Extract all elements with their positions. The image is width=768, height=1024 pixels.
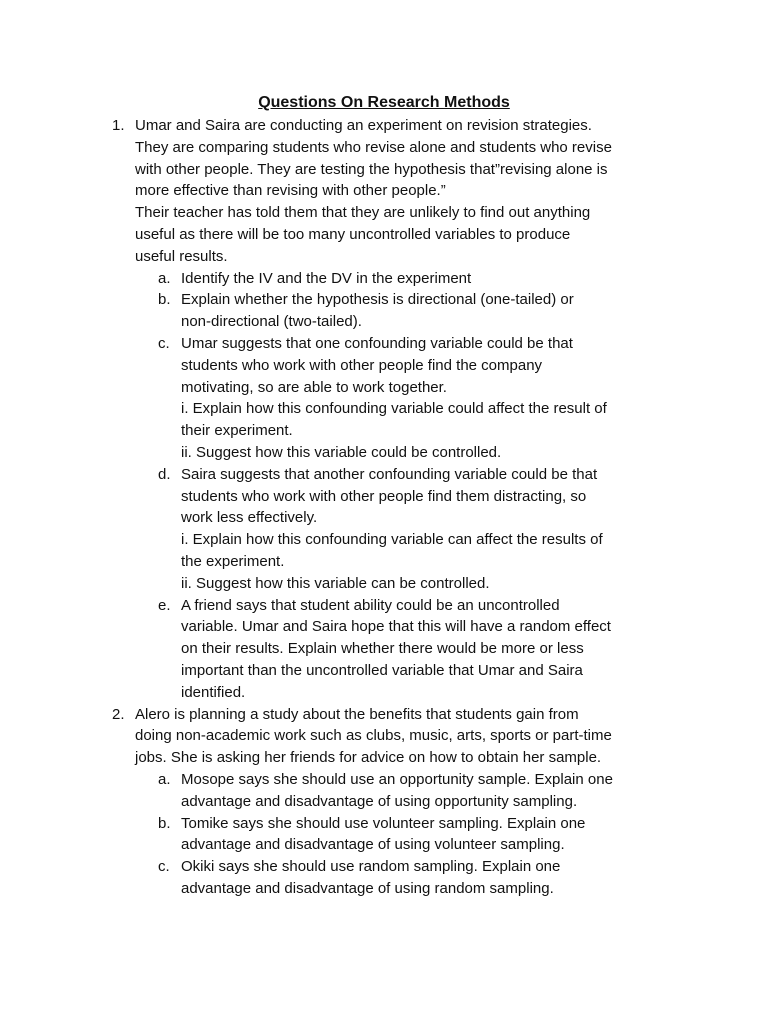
question-number: 2. — [112, 705, 125, 723]
sub-question-text-line: Okiki says she should use random sampling. Explain one — [181, 858, 561, 876]
question-text-line: useful results. — [135, 247, 228, 265]
sub-question-text-line: non-directional (two-tailed). — [181, 313, 362, 331]
sub-question-text-line: advantage and disadvantage of using opportunity sampling. — [181, 792, 578, 810]
sub-question-text-line: Saira suggests that another confounding variable could be that — [181, 465, 598, 483]
sub-question-letter: b. — [158, 814, 171, 832]
sub-question-text-line: Explain whether the hypothesis is directional (one-tailed) or — [181, 291, 574, 309]
question-text-line: Alero is planning a study about the benefits that students gain from — [135, 705, 579, 723]
question-text-line: more effective than revising with other people.” — [135, 182, 446, 200]
sub-question-text-line: variable. Umar and Saira hope that this will have a random effect — [181, 618, 611, 636]
document-title: Questions On Research Methods — [258, 94, 510, 111]
sub-question-text-line: motivating, so are able to work together. — [181, 378, 447, 396]
sub-question-2-a — [0, 769, 681, 813]
sub-question-text-line: i. Explain how this confounding variable could affect the result of — [181, 400, 607, 418]
sub-question-text-line: work less effectively. — [181, 509, 318, 527]
sub-question-1-e — [0, 595, 681, 704]
sub-question-text-line: ii. Suggest how this variable could be controlled. — [181, 443, 502, 461]
sub-question-2-b — [0, 813, 681, 857]
question-2 — [0, 704, 680, 769]
sub-question-letter: c. — [158, 334, 170, 352]
sub-question-text-line: their experiment. — [181, 422, 293, 440]
question-text-line: They are comparing students who revise alone and students who revise — [135, 138, 612, 156]
sub-question-text-line: i. Explain how this confounding variable can affect the results of — [181, 531, 603, 549]
sub-question-1-c — [0, 333, 681, 464]
sub-question-text-line: the experiment. — [181, 552, 285, 570]
question-list — [0, 115, 768, 900]
sub-question-letter: c. — [158, 858, 170, 876]
sub-question-2-c — [0, 856, 681, 900]
sub-question-1-a — [0, 268, 681, 290]
sub-question-text-line: students who work with other people find them distracting, so — [181, 487, 587, 505]
sub-question-text-line: Identify the IV and the DV in the experiment — [181, 269, 472, 287]
sub-question-1-d — [0, 464, 681, 595]
sub-question-text-line: Mosope says she should use an opportunity sample. Explain one — [181, 770, 613, 788]
question-text-line: doing non-academic work such as clubs, music, arts, sports or part-time — [135, 727, 612, 745]
sub-question-text-line: important than the uncontrolled variable that Umar and Saira — [181, 661, 583, 679]
sub-question-text-line: ii. Suggest how this variable can be controlled. — [181, 574, 490, 592]
sub-question-letter: b. — [158, 291, 171, 309]
sub-question-1-b — [0, 289, 681, 333]
question-text-line: with other people. They are testing the hypothesis that”revising alone is — [135, 160, 608, 178]
sub-question-text-line: A friend says that student ability could be an uncontrolled — [181, 596, 560, 614]
question-text-line: Umar and Saira are conducting an experiment on revision strategies. — [135, 117, 592, 134]
sub-question-text-line: advantage and disadvantage of using volunteer sampling. — [181, 836, 565, 854]
question-text-line: Their teacher has told them that they are unlikely to find out anything — [135, 204, 591, 222]
question-text-line: jobs. She is asking her friends for advice on how to obtain her sample. — [135, 749, 602, 767]
sub-question-text-line: identified. — [181, 683, 246, 701]
sub-question-text-line: Umar suggests that one confounding variable could be that — [181, 334, 573, 352]
sub-question-text-line: Tomike says she should use volunteer sampling. Explain one — [181, 814, 586, 832]
question-1 — [0, 115, 680, 268]
sub-question-text-line: on their results. Explain whether there would be more or less — [181, 640, 584, 658]
sub-question-letter: d. — [158, 465, 171, 483]
question-number: 1. — [112, 117, 125, 134]
sub-question-text-line: advantage and disadvantage of using random sampling. — [181, 879, 554, 897]
sub-question-letter: e. — [158, 596, 171, 614]
sub-question-letter: a. — [158, 269, 171, 287]
sub-question-text-line: students who work with other people find the company — [181, 356, 543, 374]
sub-question-letter: a. — [158, 770, 171, 788]
question-text-line: useful as there will be too many uncontrolled variables to produce — [135, 225, 571, 243]
